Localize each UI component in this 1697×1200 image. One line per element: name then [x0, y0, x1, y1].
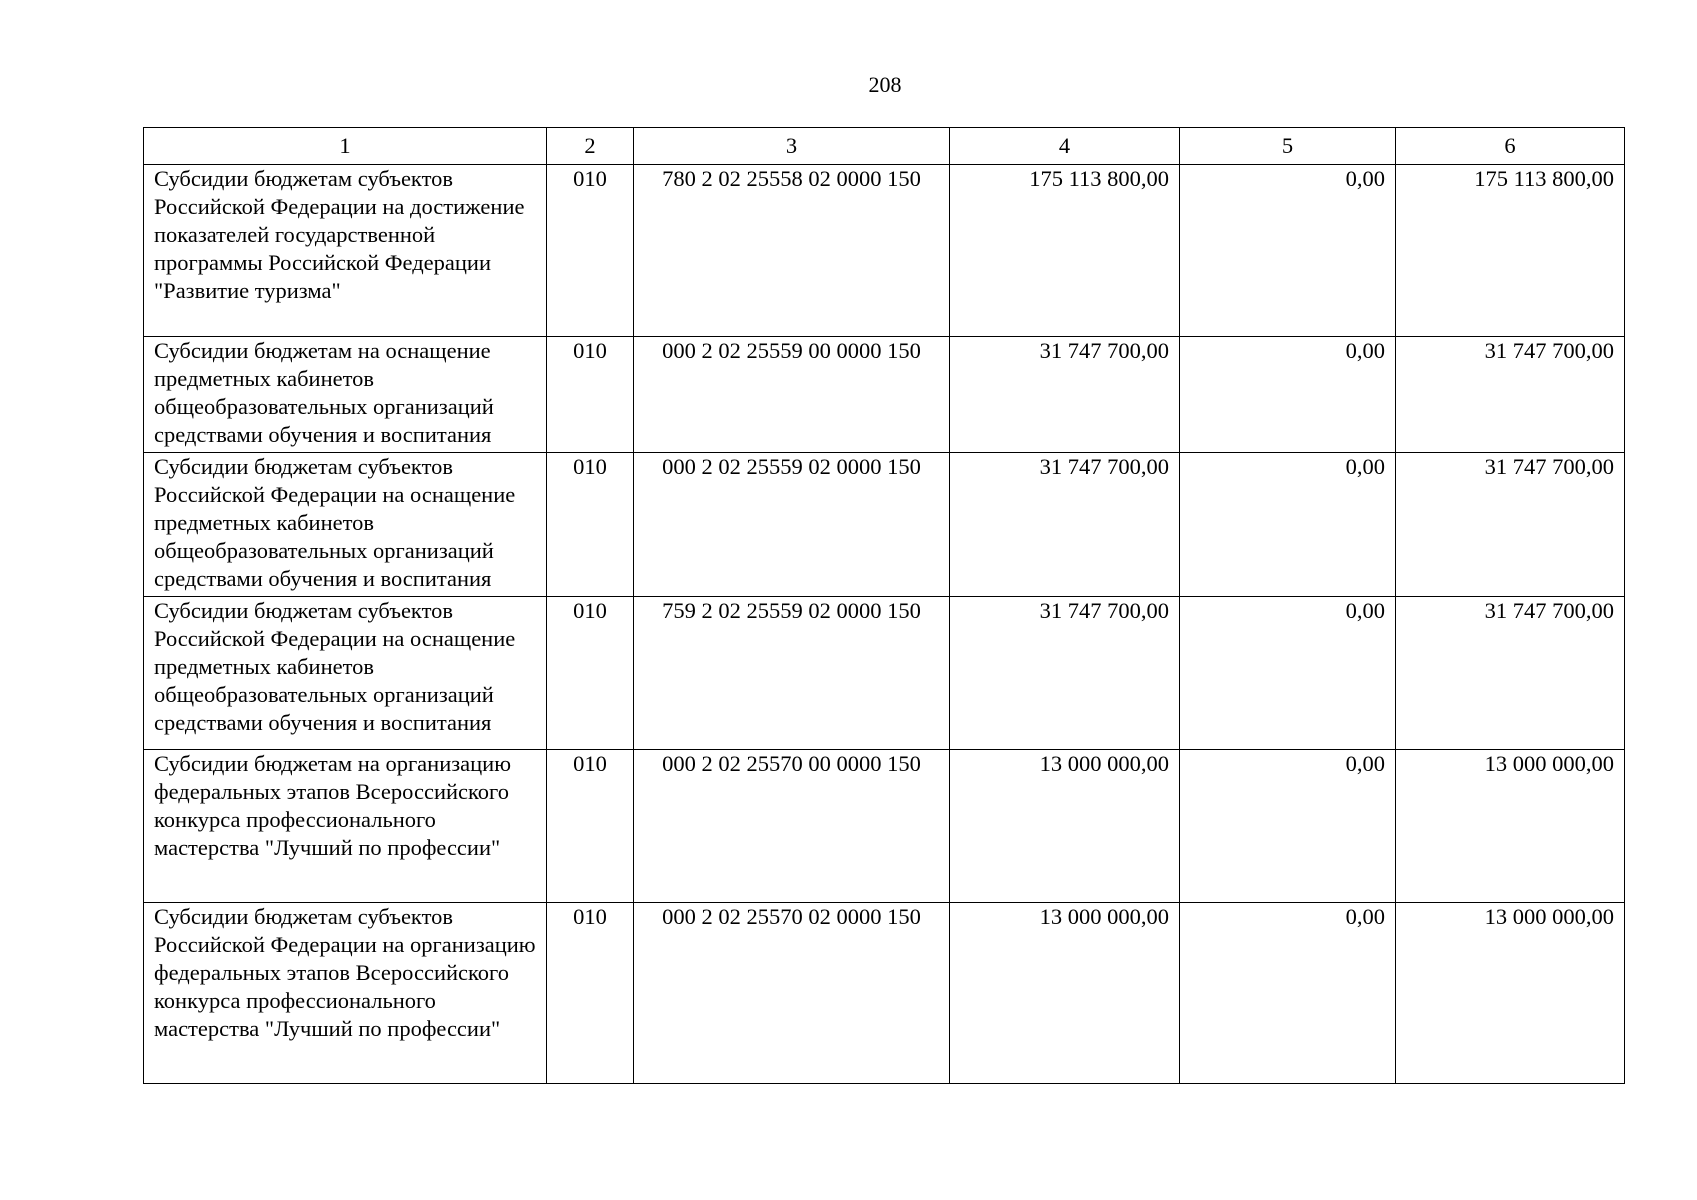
- table-row: [144, 750, 1625, 903]
- row-col4-cell: 31 747 700,00: [950, 597, 1180, 750]
- row-code-cell: 000 2 02 25570 02 0000 150: [634, 903, 950, 1084]
- row-name-cell: Субсидии бюджетам субъектов Российской Федерации на оснащение предметных кабинетов общеобразовательных организаций средствами обучения и воспитания: [144, 597, 547, 750]
- table-row: [144, 453, 1625, 597]
- row-col5-cell: 0,00: [1180, 337, 1396, 453]
- column-header-1: 1: [144, 128, 547, 165]
- table-row: [144, 165, 1625, 337]
- budget-table: [143, 127, 1625, 1084]
- column-header-3: 3: [634, 128, 950, 165]
- table-header-row: [144, 128, 1625, 165]
- row-code-cell: 000 2 02 25559 00 0000 150: [634, 337, 950, 453]
- page-number: 208: [868, 72, 902, 97]
- row-chapter-cell: 010: [547, 903, 634, 1084]
- row-col5-cell: 0,00: [1180, 750, 1396, 903]
- row-col5-cell: 0,00: [1180, 165, 1396, 337]
- row-col5-cell: 0,00: [1180, 453, 1396, 597]
- row-name-cell: Субсидии бюджетам субъектов Российской Федерации на организацию федеральных этапов Всероссийского конкурса профессионального мастерства "Лучший по профессии": [144, 903, 547, 1084]
- row-chapter-cell: 010: [547, 453, 634, 597]
- column-header-4: 4: [950, 128, 1180, 165]
- row-col6-cell: 175 113 800,00: [1396, 165, 1625, 337]
- row-chapter-cell: 010: [547, 597, 634, 750]
- row-col5-cell: 0,00: [1180, 903, 1396, 1084]
- table-row: [144, 337, 1625, 453]
- row-col5-cell: 0,00: [1180, 597, 1396, 750]
- row-code-cell: 000 2 02 25570 00 0000 150: [634, 750, 950, 903]
- row-col6-cell: 13 000 000,00: [1396, 750, 1625, 903]
- row-chapter-cell: 010: [547, 750, 634, 903]
- row-col6-cell: 31 747 700,00: [1396, 453, 1625, 597]
- row-col6-cell: 31 747 700,00: [1396, 337, 1625, 453]
- row-chapter-cell: 010: [547, 165, 634, 337]
- table-row: [144, 903, 1625, 1084]
- row-col6-cell: 31 747 700,00: [1396, 597, 1625, 750]
- column-header-5: 5: [1180, 128, 1396, 165]
- column-header-6: 6: [1396, 128, 1625, 165]
- row-code-cell: 000 2 02 25559 02 0000 150: [634, 453, 950, 597]
- row-col4-cell: 13 000 000,00: [950, 750, 1180, 903]
- row-name-cell: Субсидии бюджетам субъектов Российской Федерации на достижение показателей государственной программы Российской Федерации "Развитие туризма": [144, 165, 547, 337]
- row-name-cell: Субсидии бюджетам субъектов Российской Федерации на оснащение предметных кабинетов общеобразовательных организаций средствами обучения и воспитания: [144, 453, 547, 597]
- row-col6-cell: 13 000 000,00: [1396, 903, 1625, 1084]
- row-code-cell: 759 2 02 25559 02 0000 150: [634, 597, 950, 750]
- row-col4-cell: 31 747 700,00: [950, 453, 1180, 597]
- row-name-cell: Субсидии бюджетам на оснащение предметных кабинетов общеобразовательных организаций средствами обучения и воспитания: [144, 337, 547, 453]
- row-name-cell: Субсидии бюджетам на организацию федеральных этапов Всероссийского конкурса профессионального мастерства "Лучший по профессии": [144, 750, 547, 903]
- table-row: [144, 597, 1625, 750]
- column-header-2: 2: [547, 128, 634, 165]
- row-col4-cell: 175 113 800,00: [950, 165, 1180, 337]
- row-chapter-cell: 010: [547, 337, 634, 453]
- row-col4-cell: 13 000 000,00: [950, 903, 1180, 1084]
- row-code-cell: 780 2 02 25558 02 0000 150: [634, 165, 950, 337]
- row-col4-cell: 31 747 700,00: [950, 337, 1180, 453]
